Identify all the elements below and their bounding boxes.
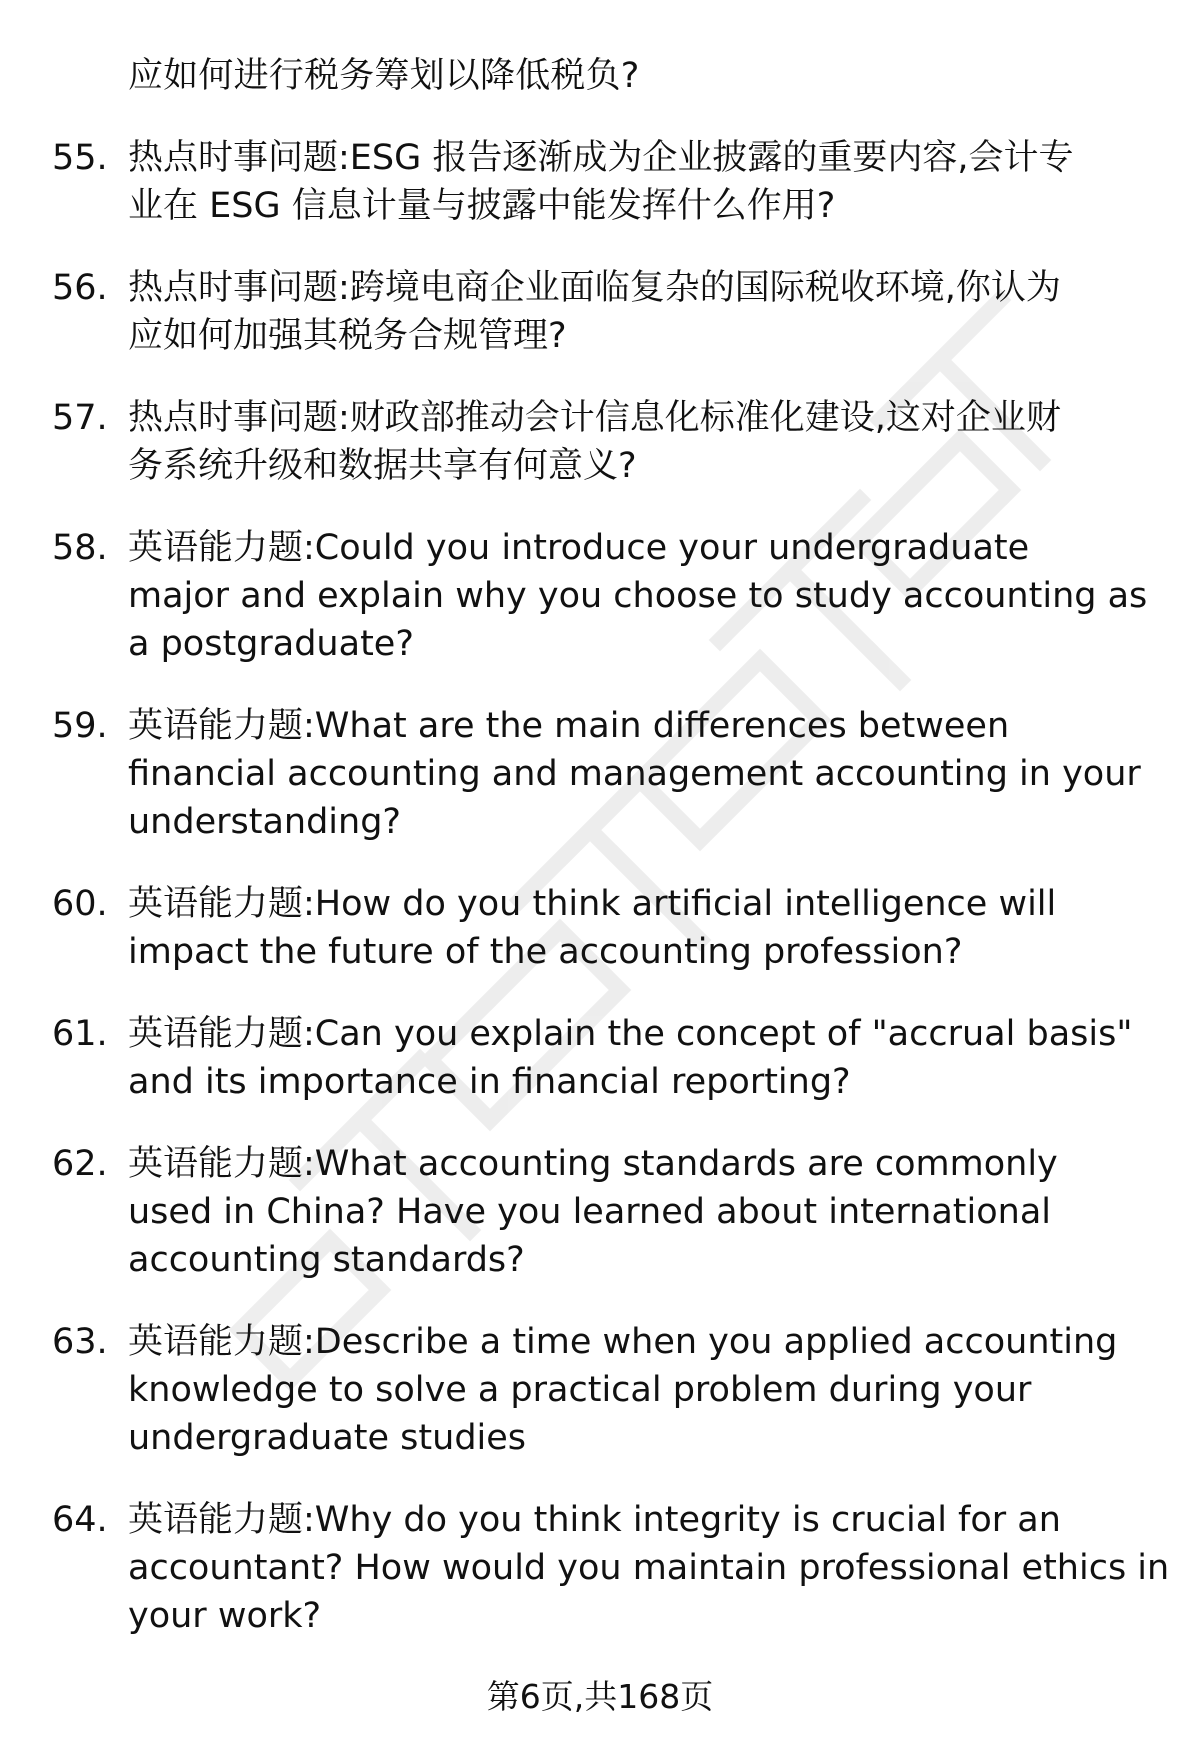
- question-text-line: 英语能力题:Could you introduce your undergraduate: [128, 528, 1030, 568]
- question-text: [128, 1318, 1200, 1462]
- question-text-line: accountant? How would you maintain professional ethics in: [128, 1548, 1170, 1588]
- question-text-line: financial accounting and management accounting in your: [128, 754, 1141, 794]
- question-number: 55.: [52, 138, 108, 178]
- question-number: 57.: [52, 398, 108, 438]
- question-text: [128, 1140, 1200, 1284]
- question-item: [0, 264, 1200, 360]
- question-number: 58.: [52, 528, 108, 568]
- question-text-line: 热点时事问题:财政部推动会计信息化标准化建设,这对企业财: [128, 398, 1061, 438]
- question-text-line: knowledge to solve a practical problem during your: [128, 1370, 1032, 1410]
- question-text-line: 热点时事问题:跨境电商企业面临复杂的国际税收环境,你认为: [128, 268, 1061, 308]
- question-text-line: your work?: [128, 1596, 322, 1636]
- question-item: [0, 134, 1200, 230]
- question-text-line: 英语能力题:Describe a time when you applied accounting: [128, 1322, 1118, 1362]
- question-item: [0, 524, 1200, 668]
- question-text-line: 业在 ESG 信息计量与披露中能发挥什么作用?: [128, 186, 836, 226]
- page-footer: 第6页,共168页: [486, 1677, 714, 1716]
- question-item: [0, 1318, 1200, 1462]
- question-text: [128, 880, 1200, 976]
- question-number: 56.: [52, 268, 108, 308]
- question-text: [128, 264, 1200, 360]
- question-text: [128, 1496, 1200, 1640]
- question-text: [128, 702, 1200, 846]
- question-text-line: undergraduate studies: [128, 1418, 527, 1458]
- question-item: [0, 880, 1200, 976]
- question-number: 64.: [52, 1500, 108, 1540]
- question-text-line: 英语能力题:Why do you think integrity is crucial for an: [128, 1500, 1061, 1540]
- question-text-line: 应如何加强其税务合规管理?: [128, 316, 567, 356]
- question-text-line: a postgraduate?: [128, 624, 414, 664]
- question-text-line: 英语能力题:What accounting standards are commonly: [128, 1144, 1058, 1184]
- question-number: 61.: [52, 1014, 108, 1054]
- question-number: 63.: [52, 1322, 108, 1362]
- question-text-line: 英语能力题:How do you think artificial intelligence will: [128, 884, 1057, 924]
- question-list: [0, 52, 1200, 1640]
- question-text-line: used in China? Have you learned about international: [128, 1192, 1052, 1232]
- continuation-line: 应如何进行税务筹划以降低税负?: [128, 56, 640, 96]
- question-text-line: major and explain why you choose to study accounting as: [128, 576, 1148, 616]
- question-text-line: 英语能力题:Can you explain the concept of "accrual basis": [128, 1014, 1133, 1054]
- question-text: [128, 524, 1200, 668]
- question-text-line: and its importance in financial reporting?: [128, 1062, 851, 1102]
- question-text-line: understanding?: [128, 802, 402, 842]
- question-number: 60.: [52, 884, 108, 924]
- question-item: [0, 1496, 1200, 1640]
- question-item: [0, 1010, 1200, 1106]
- question-text: [128, 134, 1200, 230]
- question-item: [0, 1140, 1200, 1284]
- question-number: 62.: [52, 1144, 108, 1184]
- question-text-line: impact the future of the accounting profession?: [128, 932, 963, 972]
- question-text: [128, 1010, 1200, 1106]
- question-item: [0, 702, 1200, 846]
- question-text: [128, 394, 1200, 490]
- question-text-line: 热点时事问题:ESG 报告逐渐成为企业披露的重要内容,会计专: [128, 138, 1074, 178]
- question-number: 59.: [52, 706, 108, 746]
- question-text-line: 英语能力题:What are the main differences between: [128, 706, 1010, 746]
- question-text-line: accounting standards?: [128, 1240, 525, 1280]
- question-item: [0, 394, 1200, 490]
- question-text-line: 务系统升级和数据共享有何意义?: [128, 446, 637, 486]
